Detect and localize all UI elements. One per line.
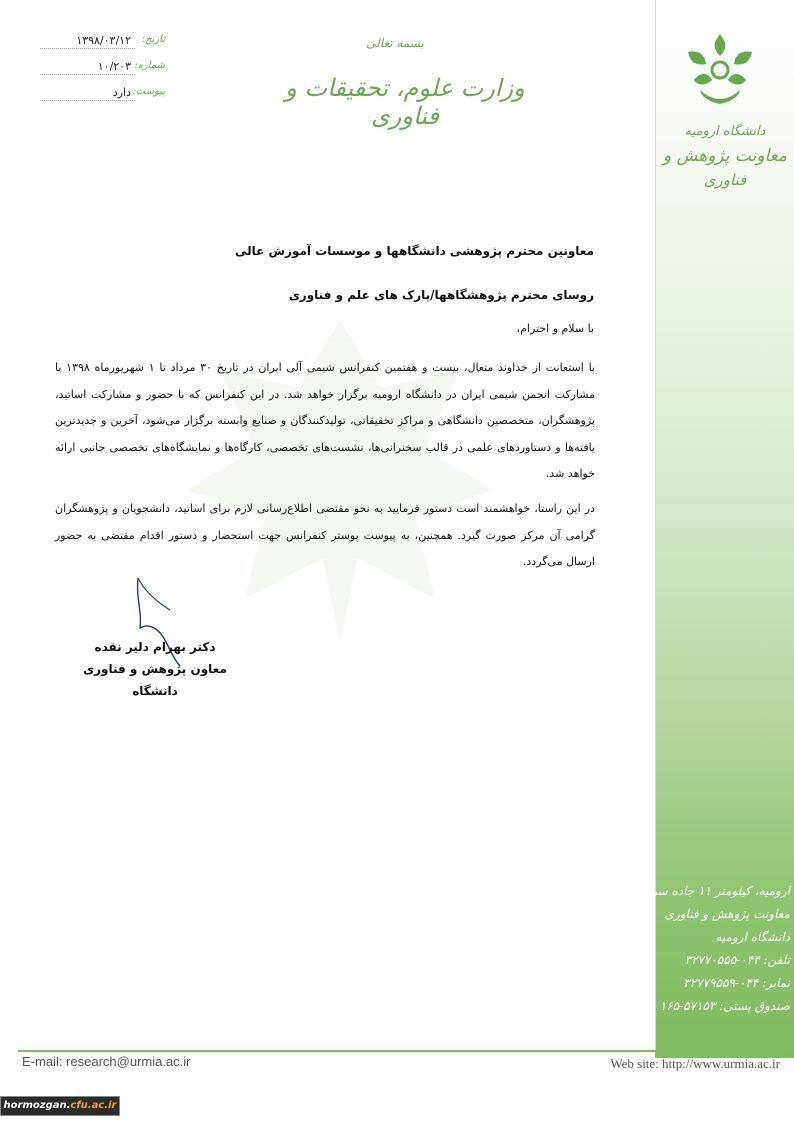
number-value: ۱۰/۲۰۳ <box>97 60 131 73</box>
po-label: صندوق پستی: <box>719 999 790 1013</box>
signatory-block <box>60 636 250 702</box>
greeting: با سلام و احترام، <box>516 322 594 335</box>
address-line1: ارومیه، کیلومتر ۱۱ جاده سرو، <box>641 884 790 898</box>
ministry-title: وزارت علوم، تحقیقات و فناوری <box>285 74 525 130</box>
attachment-value: دارد <box>112 86 131 99</box>
fax-value: ۰۴۴-۳۲۷۷۹۵۵۹ <box>683 976 759 990</box>
tel-row <box>660 949 790 972</box>
number-row <box>40 60 165 86</box>
footer-divider <box>18 1050 780 1052</box>
number-label: شماره: <box>134 60 165 71</box>
bismillah: بسمه تعالی <box>366 36 424 50</box>
body-paragraph-1: با استعانت از خداوند متعال، بیست و هفتمین کنفرانس شیمی آلی ایران در تاریخ ۳۰ مرداد تا ۱ شهریورماه ۱۳۹۸ با مشارکت انجمن شیمی ایران در دانشگاه ارومیه برگزار خواهد شد. در این کنفرانس که با حضور و مشارکت اساتید، پژوهشگران، متخصصین دانشگاهی و مراکز تحقیقاتی، تولیدکنندگان و صنایع وابسته برگزار می‌شود، آخرین و جدیدترین یافته‌ها و دستاوردهای علمی در قالب سخنرانی‌ها، نشست‌های تخصصی، کارگاه‌ها و نمایشگاه‌های تخصصی جانبی ارائه خواهد شد. <box>55 361 595 480</box>
tel-label: تلفن: <box>763 953 790 967</box>
date-row <box>40 34 165 60</box>
university-office-title <box>660 120 790 192</box>
fax-row <box>660 972 790 995</box>
po-row <box>660 995 790 1018</box>
contact-block <box>641 880 790 1018</box>
attachment-dots <box>40 100 135 101</box>
fax-label: نمابر: <box>762 976 790 990</box>
footer-email: E-mail: research@urmia.ac.ir <box>22 1054 191 1069</box>
address-line2: معاونت پژوهش و فناوری <box>664 907 790 921</box>
university-logo-icon <box>680 30 760 110</box>
body-paragraph-2: در این راستا، خواهشمند است دستور فرمایید به نحو مقتضی اطلاع‌رسانی لازم برای اساتید، دانشجویان و پژوهشگران گرامی آن مرکز صورت گیرد. همچنین، به پیوست پوستر کنفرانس جهت استحضار و دستور اقدام مقتضی به حضور ارسال می‌گردد. <box>55 502 595 568</box>
brand-main: hormozgan. <box>3 1100 71 1111</box>
recipient-line1: معاونین محترم پژوهشی دانشگاهها و موسسات آموزش عالی <box>234 244 594 258</box>
footer-website: Web site: http://www.urmia.ac.ir <box>610 1056 780 1071</box>
signatory-name: دکتر بهرام دلیر نقده <box>94 640 216 654</box>
attachment-label: پیوست: <box>132 86 165 97</box>
office-name-line2: فناوری <box>703 171 747 189</box>
number-dots <box>40 74 135 75</box>
tel-value: ۰۴۴-۳۲۷۷۰۵۵۵ <box>684 953 760 967</box>
date-label: تاریخ: <box>141 34 165 45</box>
recipient-line2: روسای محترم پژوهشگاهها/پارک های علم و فناوری <box>288 288 594 302</box>
university-name: دانشگاه ارومیه <box>684 124 766 139</box>
date-dots <box>40 48 135 49</box>
attachment-row <box>40 86 165 112</box>
address-line3: دانشگاه ارومیه <box>715 930 790 944</box>
date-value: ۱۳۹۸/۰۳/۱۲ <box>76 34 131 47</box>
brand-highlight: cfu.ac.ir <box>70 1100 117 1111</box>
po-value: ۵۷۱۵۳-۱۶۵ <box>659 999 716 1013</box>
letter-meta <box>40 34 165 112</box>
signatory-title: معاون پژوهش و فناوری دانشگاه <box>83 662 227 698</box>
source-watermark-badge <box>0 1096 120 1116</box>
office-name-line1: معاونت پژوهش و <box>662 146 788 166</box>
